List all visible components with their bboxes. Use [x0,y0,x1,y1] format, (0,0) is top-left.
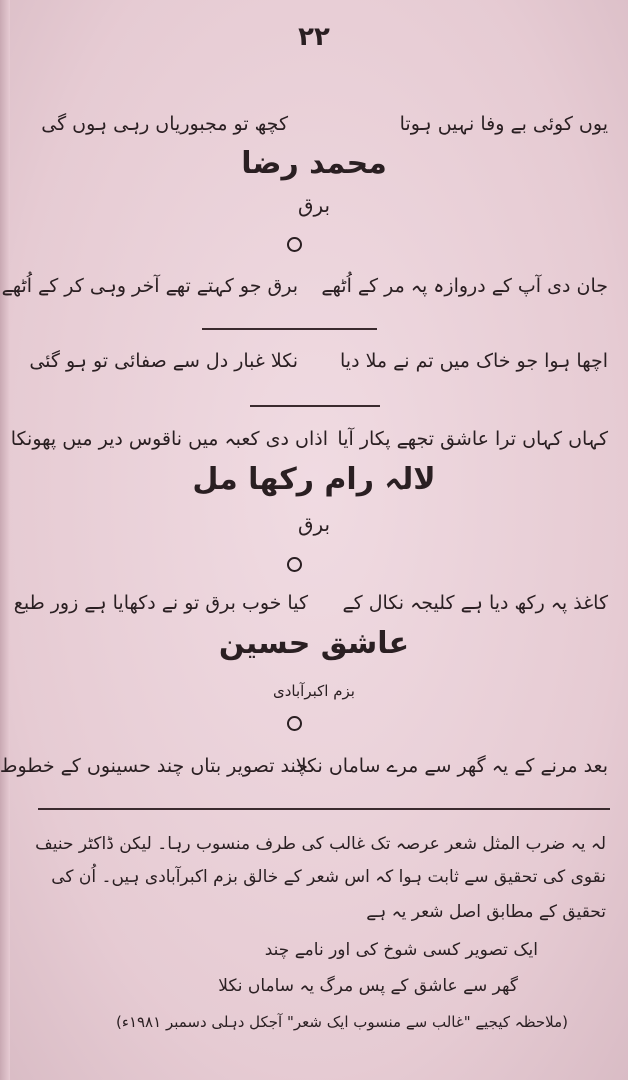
poet-name: عاشق حسین [218,626,410,661]
footnote-divider [38,808,610,810]
section-circle-marker [287,557,302,572]
footnote-reference: (ملاحظہ کیجیے "غالب سے منسوب ایک شعر" آجکل دہلی دسمبر ۱۹۸۱ء) [116,1013,568,1031]
couplet-line-left: کاغذ پہ رکھ دیا ہے کلیجہ نکال کے [342,592,608,614]
pen-name: بزم اکبرآبادی [273,682,355,700]
footnote-verse: ایک تصویر کسی شوخ کی اور نامے چند [264,940,538,960]
poet-name: محمد رضا [241,146,387,181]
poet-name: لالہ رام رکھا مل [192,462,436,497]
footnote-line: نقوی کی تحقیق سے ثابت ہوا کہ اس شعر کے خالق بزم اکبرآبادی ہیں۔ اُن کی [51,867,606,887]
footnote-line: تحقیق کے مطابق اصل شعر یہ ہے [366,902,606,922]
couplet-line-right: برق جو کہتے تھے آخر وہی کر کے اُٹھے [1,275,298,297]
couplet-line-left: بعد مرنے کے یہ گھر سے مرے ساماں نکلا [295,755,608,777]
couplet-line-right: نکلا غبار دل سے صفائی تو ہو گئی [29,350,298,372]
footnote-verse: گھر سے عاشق کے پس مرگ یہ ساماں نکلا [218,976,518,996]
couplet-line-right: کیا خوب برق تو نے دکھایا ہے زور طبع [13,592,308,614]
couplet-line-left: یوں کوئی بے وفا نہیں ہوتا [399,113,608,135]
couplet-line-left: کہاں کہاں ترا عاشق تجھے پکار آیا [337,428,608,450]
couplet-line-left: جان دی آپ کے دروازہ پہ مر کے اُٹھے [321,275,608,297]
pen-name: برق [297,193,331,217]
couplet-line-right: چند تصویر بتاں چند حسینوں کے خطوط [0,755,308,777]
section-circle-marker [287,716,302,731]
divider [250,405,380,407]
page-number: ۲۲ [298,22,330,52]
couplet-line-left: اچھا ہوا جو خاک میں تم نے ملا دیا [340,350,608,372]
footnote-line: لہ یہ ضرب المثل شعر عرصہ تک غالب کی طرف منسوب رہا۔ لیکن ڈاکٹر حنیف [35,834,606,854]
section-circle-marker [287,237,302,252]
divider [202,328,377,330]
pen-name: برق [297,512,331,536]
couplet-line-right: کچھ تو مجبوریاں رہی ہوں گی [41,113,288,135]
couplet-line-right: اذاں دی کعبہ میں ناقوس دیر میں پھونکا [10,428,328,450]
